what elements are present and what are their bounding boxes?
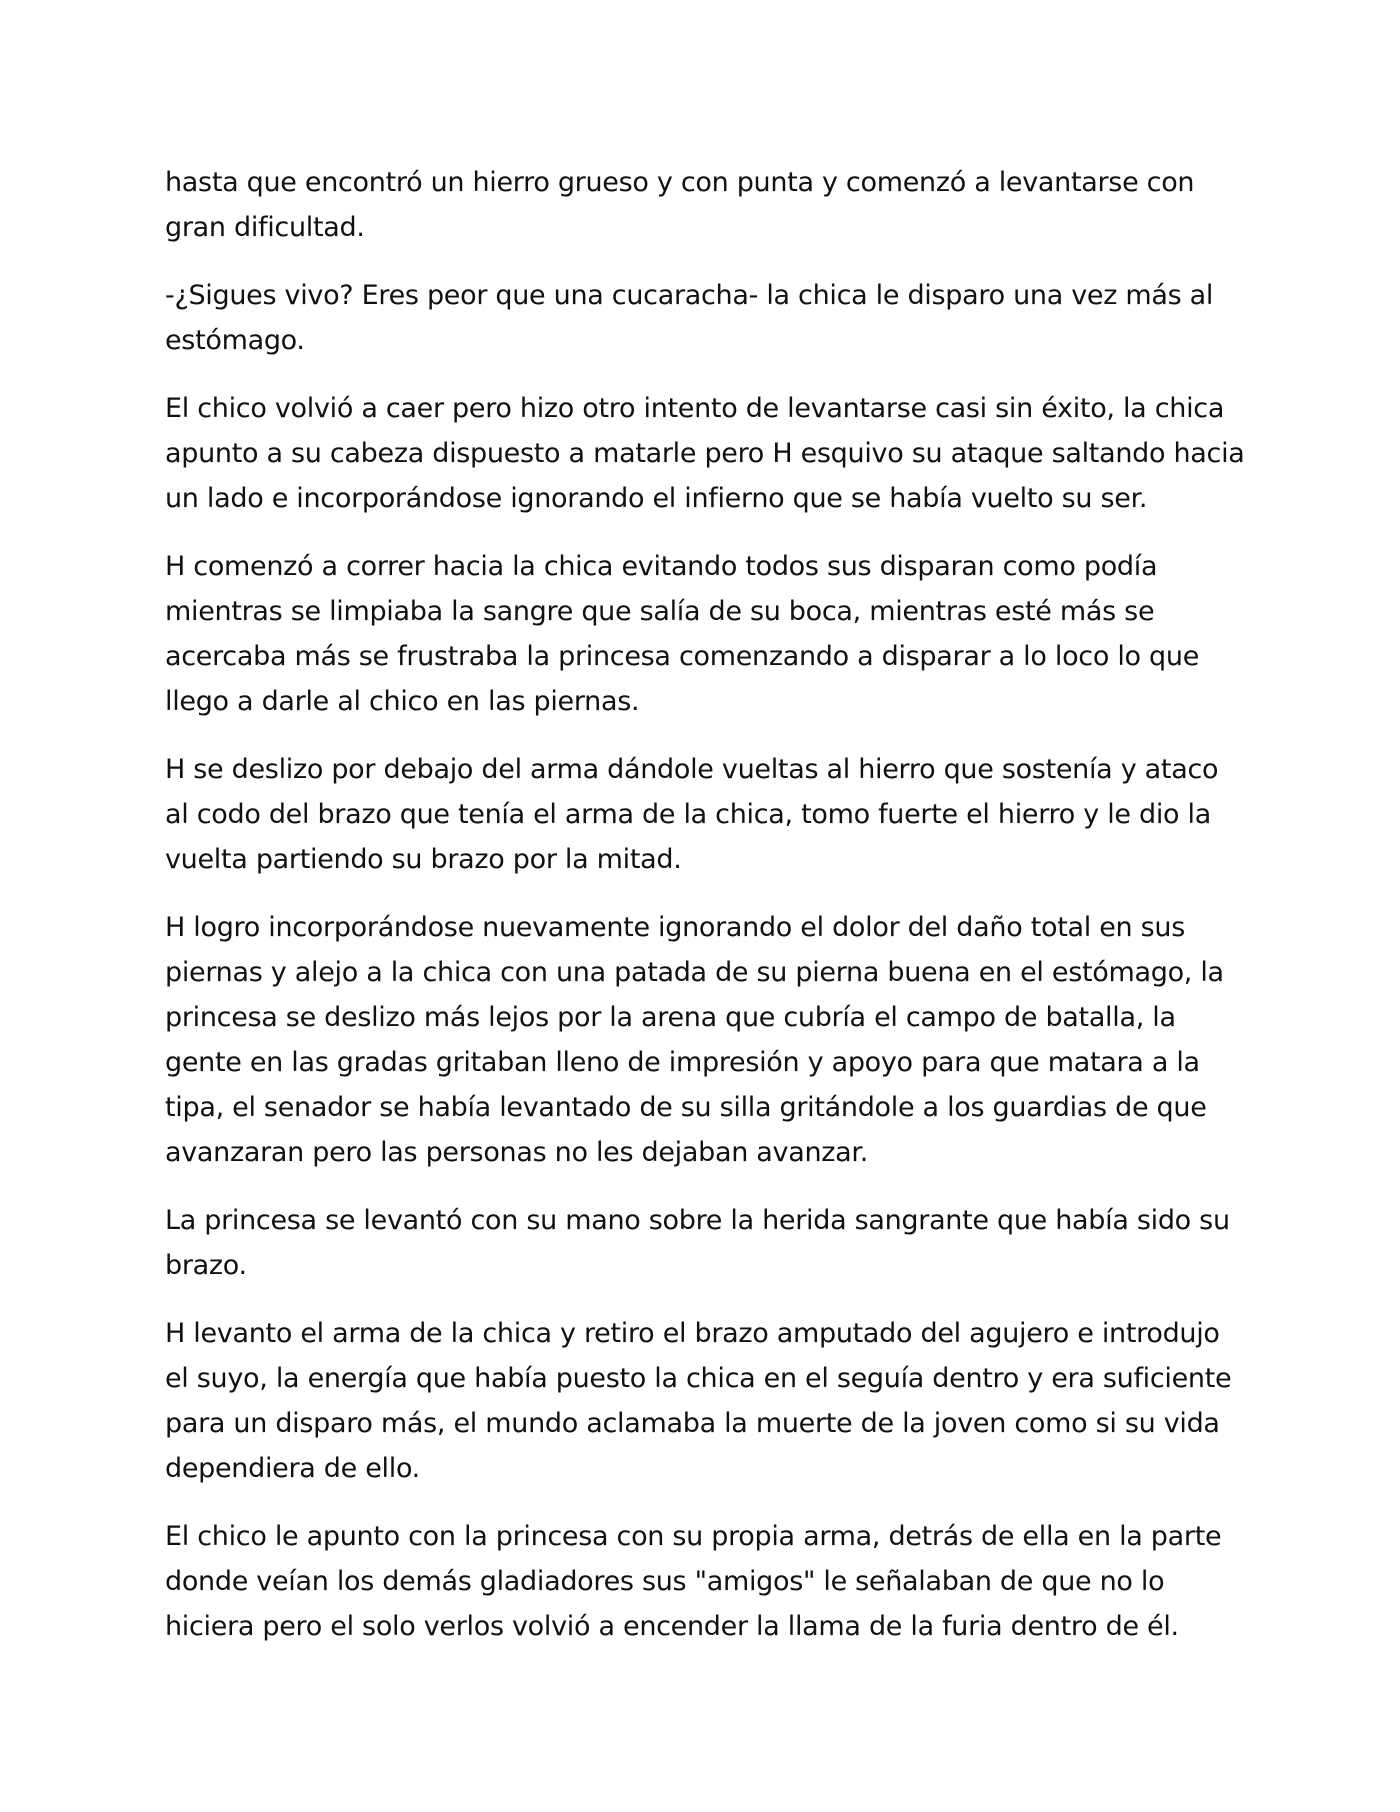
paragraph: H comenzó a correr hacia la chica evitando todos sus disparan como podía mientras se limpiaba la sangre que salía de su boca, mientras esté más se acercaba más se frustraba la princesa comenzando a disparar a lo loco lo que llego a darle al chico en las piernas. xyxy=(165,551,1200,717)
paragraph: El chico le apunto con la princesa con su propia arma, detrás de ella en la parte donde veían los demás gladiadores sus "amigos" le señalaban de que no lo hiciera pero el solo verlos volvió a encender la llama de la furia dentro de él. xyxy=(165,1521,1222,1642)
paragraph: H se deslizo por debajo del arma dándole vueltas al hierro que sostenía y ataco al codo del brazo que tenía el arma de la chica, tomo fuerte el hierro y le dio la vuelta partiendo su brazo por la mitad. xyxy=(165,754,1219,875)
paragraph: La princesa se levantó con su mano sobre la herida sangrante que había sido su brazo. xyxy=(165,1205,1230,1281)
paragraph: hasta que encontró un hierro grueso y con punta y comenzó a levantarse con gran dificultad. xyxy=(165,167,1195,243)
paragraph: El chico volvió a caer pero hizo otro intento de levantarse casi sin éxito, la chica apunto a su cabeza dispuesto a matarle pero H esquivo su ataque saltando hacia un lado e incorporándose ignorando el infierno que se había vuelto su ser. xyxy=(165,393,1245,514)
paragraph: H logro incorporándose nuevamente ignorando el dolor del daño total en sus piernas y alejo a la chica con una patada de su pierna buena en el estómago, la princesa se deslizo más lejos por la arena que cubría el campo de batalla, la gente en las gradas gritaban lleno de impresión y apoyo para que matara a la tipa, el senador se había levantado de su silla gritándole a los guardias de que avanzaran pero las personas no les dejaban avanzar. xyxy=(165,912,1224,1168)
paragraph: H levanto el arma de la chica y retiro el brazo amputado del agujero e introdujo el suyo, la energía que había puesto la chica en el seguía dentro y era suficiente para un disparo más, el mundo aclamaba la muerte de la joven como si su vida dependiera de ello. xyxy=(165,1318,1232,1484)
document-page xyxy=(165,160,1245,1672)
paragraph: -¿Sigues vivo? Eres peor que una cucaracha- la chica le disparo una vez más al estómago. xyxy=(165,280,1214,356)
